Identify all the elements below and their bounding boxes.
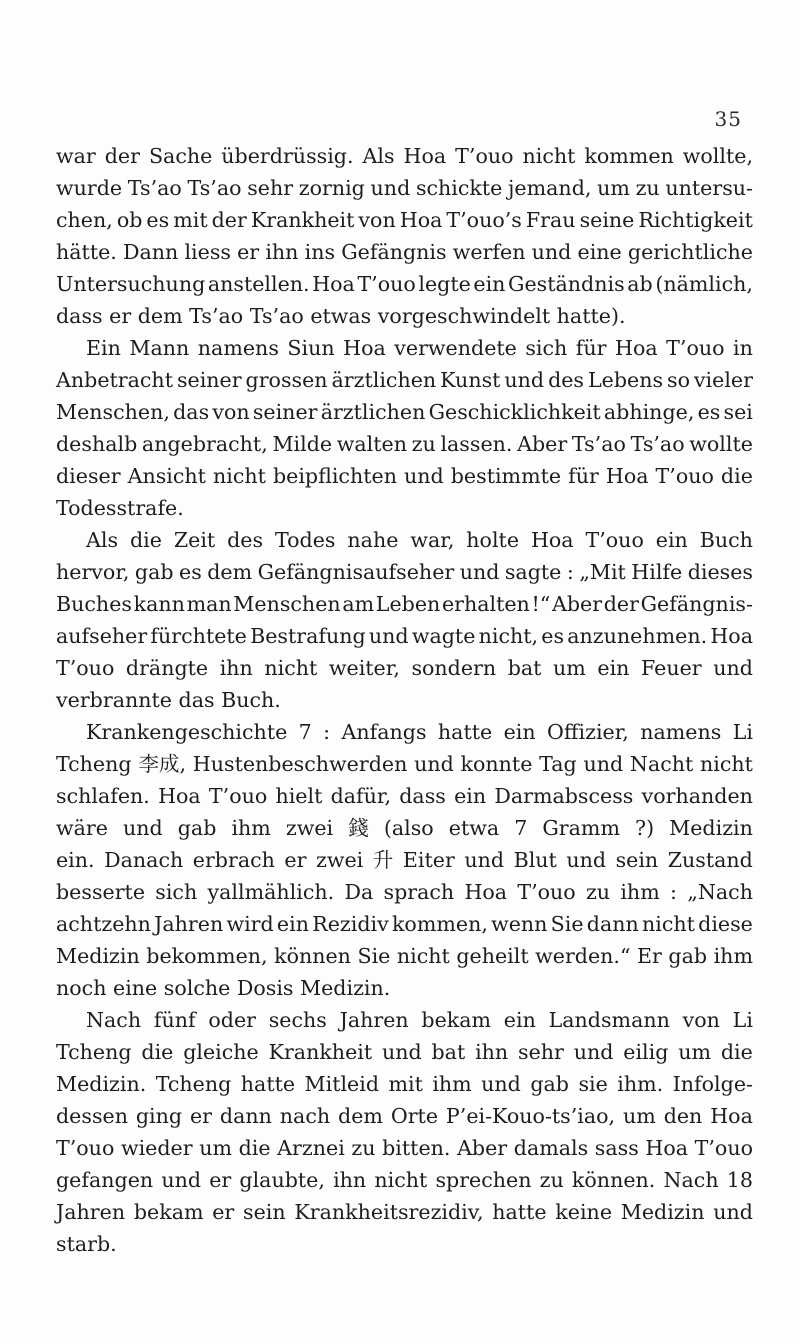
body-text (56, 140, 753, 1260)
text-line: dieser Ansicht nicht beipflichten und bestimmte für Hoa T’ouo die (56, 464, 753, 488)
text-line: achtzehn Jahren wird ein Rezidiv kommen, wenn Sie dann nicht diese (56, 912, 753, 936)
text-line: dass er dem Ts’ao Ts’ao etwas vorgeschwindelt hatte). (56, 304, 626, 328)
text-line: deshalb angebracht, Milde walten zu lassen. Aber Ts’ao Ts’ao wollte (56, 432, 753, 456)
text-line: Tcheng 李成, Hustenbeschwerden und konnte Tag und Nacht nicht (56, 752, 753, 776)
text-line: besserte sich yallmählich. Da sprach Hoa T’ouo zu ihm : „Nach (56, 880, 753, 904)
text-line: Medizin bekommen, können Sie nicht geheilt werden.“ Er gab ihm (56, 944, 753, 968)
text-line: T’ouo drängte ihn nicht weiter, sondern bat um ein Feuer und (56, 656, 753, 680)
text-line: Krankengeschichte 7 : Anfangs hatte ein Offizier, namens Li (86, 720, 753, 744)
text-line: Als die Zeit des Todes nahe war, holte Hoa T’ouo ein Buch (86, 528, 753, 552)
text-line: chen, ob es mit der Krankheit von Hoa T’ouo’s Frau seine Richtigkeit (56, 208, 753, 232)
text-line: starb. (56, 1232, 117, 1256)
text-line: Menschen, das von seiner ärztlichen Geschicklichkeit abhinge, es sei (56, 400, 753, 424)
text-line: wäre und gab ihm zwei 錢 (also etwa 7 Gramm ?) Medizin (56, 816, 753, 840)
text-line: Buches kann man Menschen am Leben erhalten !“ Aber der Gefängnis- (56, 592, 753, 616)
text-line: dessen ging er dann nach dem Orte P’ei-Kouo-ts’iao, um den Hoa (56, 1104, 753, 1128)
text-line: war der Sache überdrüssig. Als Hoa T’ouo nicht kommen wollte, (56, 144, 753, 168)
text-line: wurde Ts’ao Ts’ao sehr zornig und schickte jemand, um zu untersu- (56, 176, 753, 200)
text-line: Nach fünf oder sechs Jahren bekam ein Landsmann von Li (86, 1008, 753, 1032)
page-number: 35 (714, 107, 742, 131)
text-line: schlafen. Hoa T’ouo hielt dafür, dass ein Darmabscess vorhanden (56, 784, 753, 808)
text-line: Medizin. Tcheng hatte Mitleid mit ihm und gab sie ihm. Infolge- (56, 1072, 753, 1096)
text-line: Tcheng die gleiche Krankheit und bat ihn sehr und eilig um die (56, 1040, 753, 1064)
text-line: verbrannte das Buch. (56, 688, 281, 712)
text-line: noch eine solche Dosis Medizin. (56, 976, 391, 1000)
text-line: Ein Mann namens Siun Hoa verwendete sich für Hoa T’ouo in (86, 336, 753, 360)
text-line: gefangen und er glaubte, ihn nicht sprechen zu können. Nach 18 (56, 1168, 753, 1192)
text-line: Untersuchung anstellen. Hoa T’ouo legte ein Geständnis ab (nämlich, (56, 272, 753, 296)
text-line: Anbetracht seiner grossen ärztlichen Kunst und des Lebens so vieler (56, 368, 753, 392)
text-line: Todesstrafe. (56, 496, 184, 520)
text-line: Jahren bekam er sein Krankheitsrezidiv, hatte keine Medizin und (56, 1200, 753, 1224)
text-line: aufseher fürchtete Bestrafung und wagte nicht, es anzunehmen. Hoa (56, 624, 753, 648)
text-line: hervor, gab es dem Gefängnisaufseher und sagte : „Mit Hilfe dieses (56, 560, 753, 584)
text-line: ein. Danach erbrach er zwei 升 Eiter und Blut und sein Zustand (56, 848, 753, 872)
text-line: hätte. Dann liess er ihn ins Gefängnis werfen und eine gerichtliche (56, 240, 753, 264)
text-line: T’ouo wieder um die Arznei zu bitten. Aber damals sass Hoa T’ouo (56, 1136, 753, 1160)
